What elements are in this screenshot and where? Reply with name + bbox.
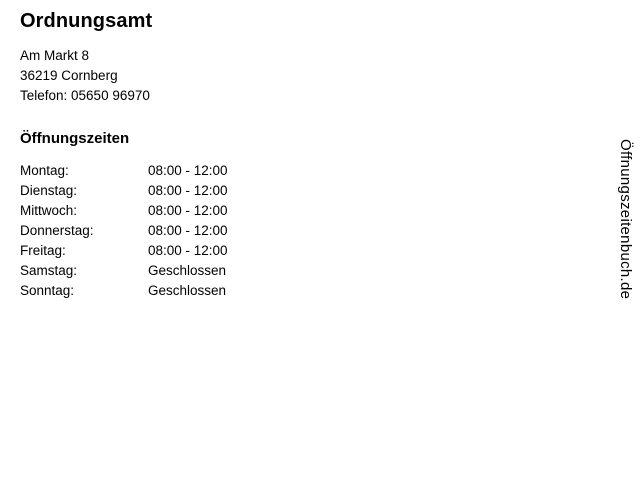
day-label: Sonntag: bbox=[20, 283, 75, 298]
table-row bbox=[20, 161, 308, 181]
day-label: Samstag: bbox=[20, 263, 78, 278]
time-value: 08:00 - 12:00 bbox=[148, 183, 228, 198]
opening-hours-table bbox=[20, 161, 308, 301]
day-label: Mittwoch: bbox=[20, 203, 78, 218]
phone-line: Telefon: 05650 96970 bbox=[20, 88, 150, 103]
table-row bbox=[20, 241, 308, 261]
time-value: 08:00 - 12:00 bbox=[148, 163, 228, 178]
opening-hours-heading: Öffnungszeiten bbox=[20, 130, 130, 147]
time-value: 08:00 - 12:00 bbox=[148, 243, 228, 258]
table-row bbox=[20, 201, 308, 221]
time-value: 08:00 - 12:00 bbox=[148, 203, 228, 218]
day-label: Dienstag: bbox=[20, 183, 78, 198]
address-street: Am Markt 8 bbox=[20, 48, 90, 63]
page-title: Ordnungsamt bbox=[20, 10, 153, 32]
watermark-label: Öffnungszeitenbuch.de bbox=[617, 139, 634, 300]
table-row bbox=[20, 281, 308, 301]
time-value: 08:00 - 12:00 bbox=[148, 223, 228, 238]
address-city: 36219 Cornberg bbox=[20, 68, 118, 83]
table-row bbox=[20, 181, 308, 201]
day-label: Donnerstag: bbox=[20, 223, 94, 238]
time-value: Geschlossen bbox=[148, 263, 227, 278]
table-row bbox=[20, 261, 308, 281]
info-block bbox=[20, 8, 580, 301]
day-label: Freitag: bbox=[20, 243, 66, 258]
address-block bbox=[20, 46, 580, 106]
table-row bbox=[20, 221, 308, 241]
day-label: Montag: bbox=[20, 163, 69, 178]
time-value: Geschlossen bbox=[148, 283, 227, 298]
